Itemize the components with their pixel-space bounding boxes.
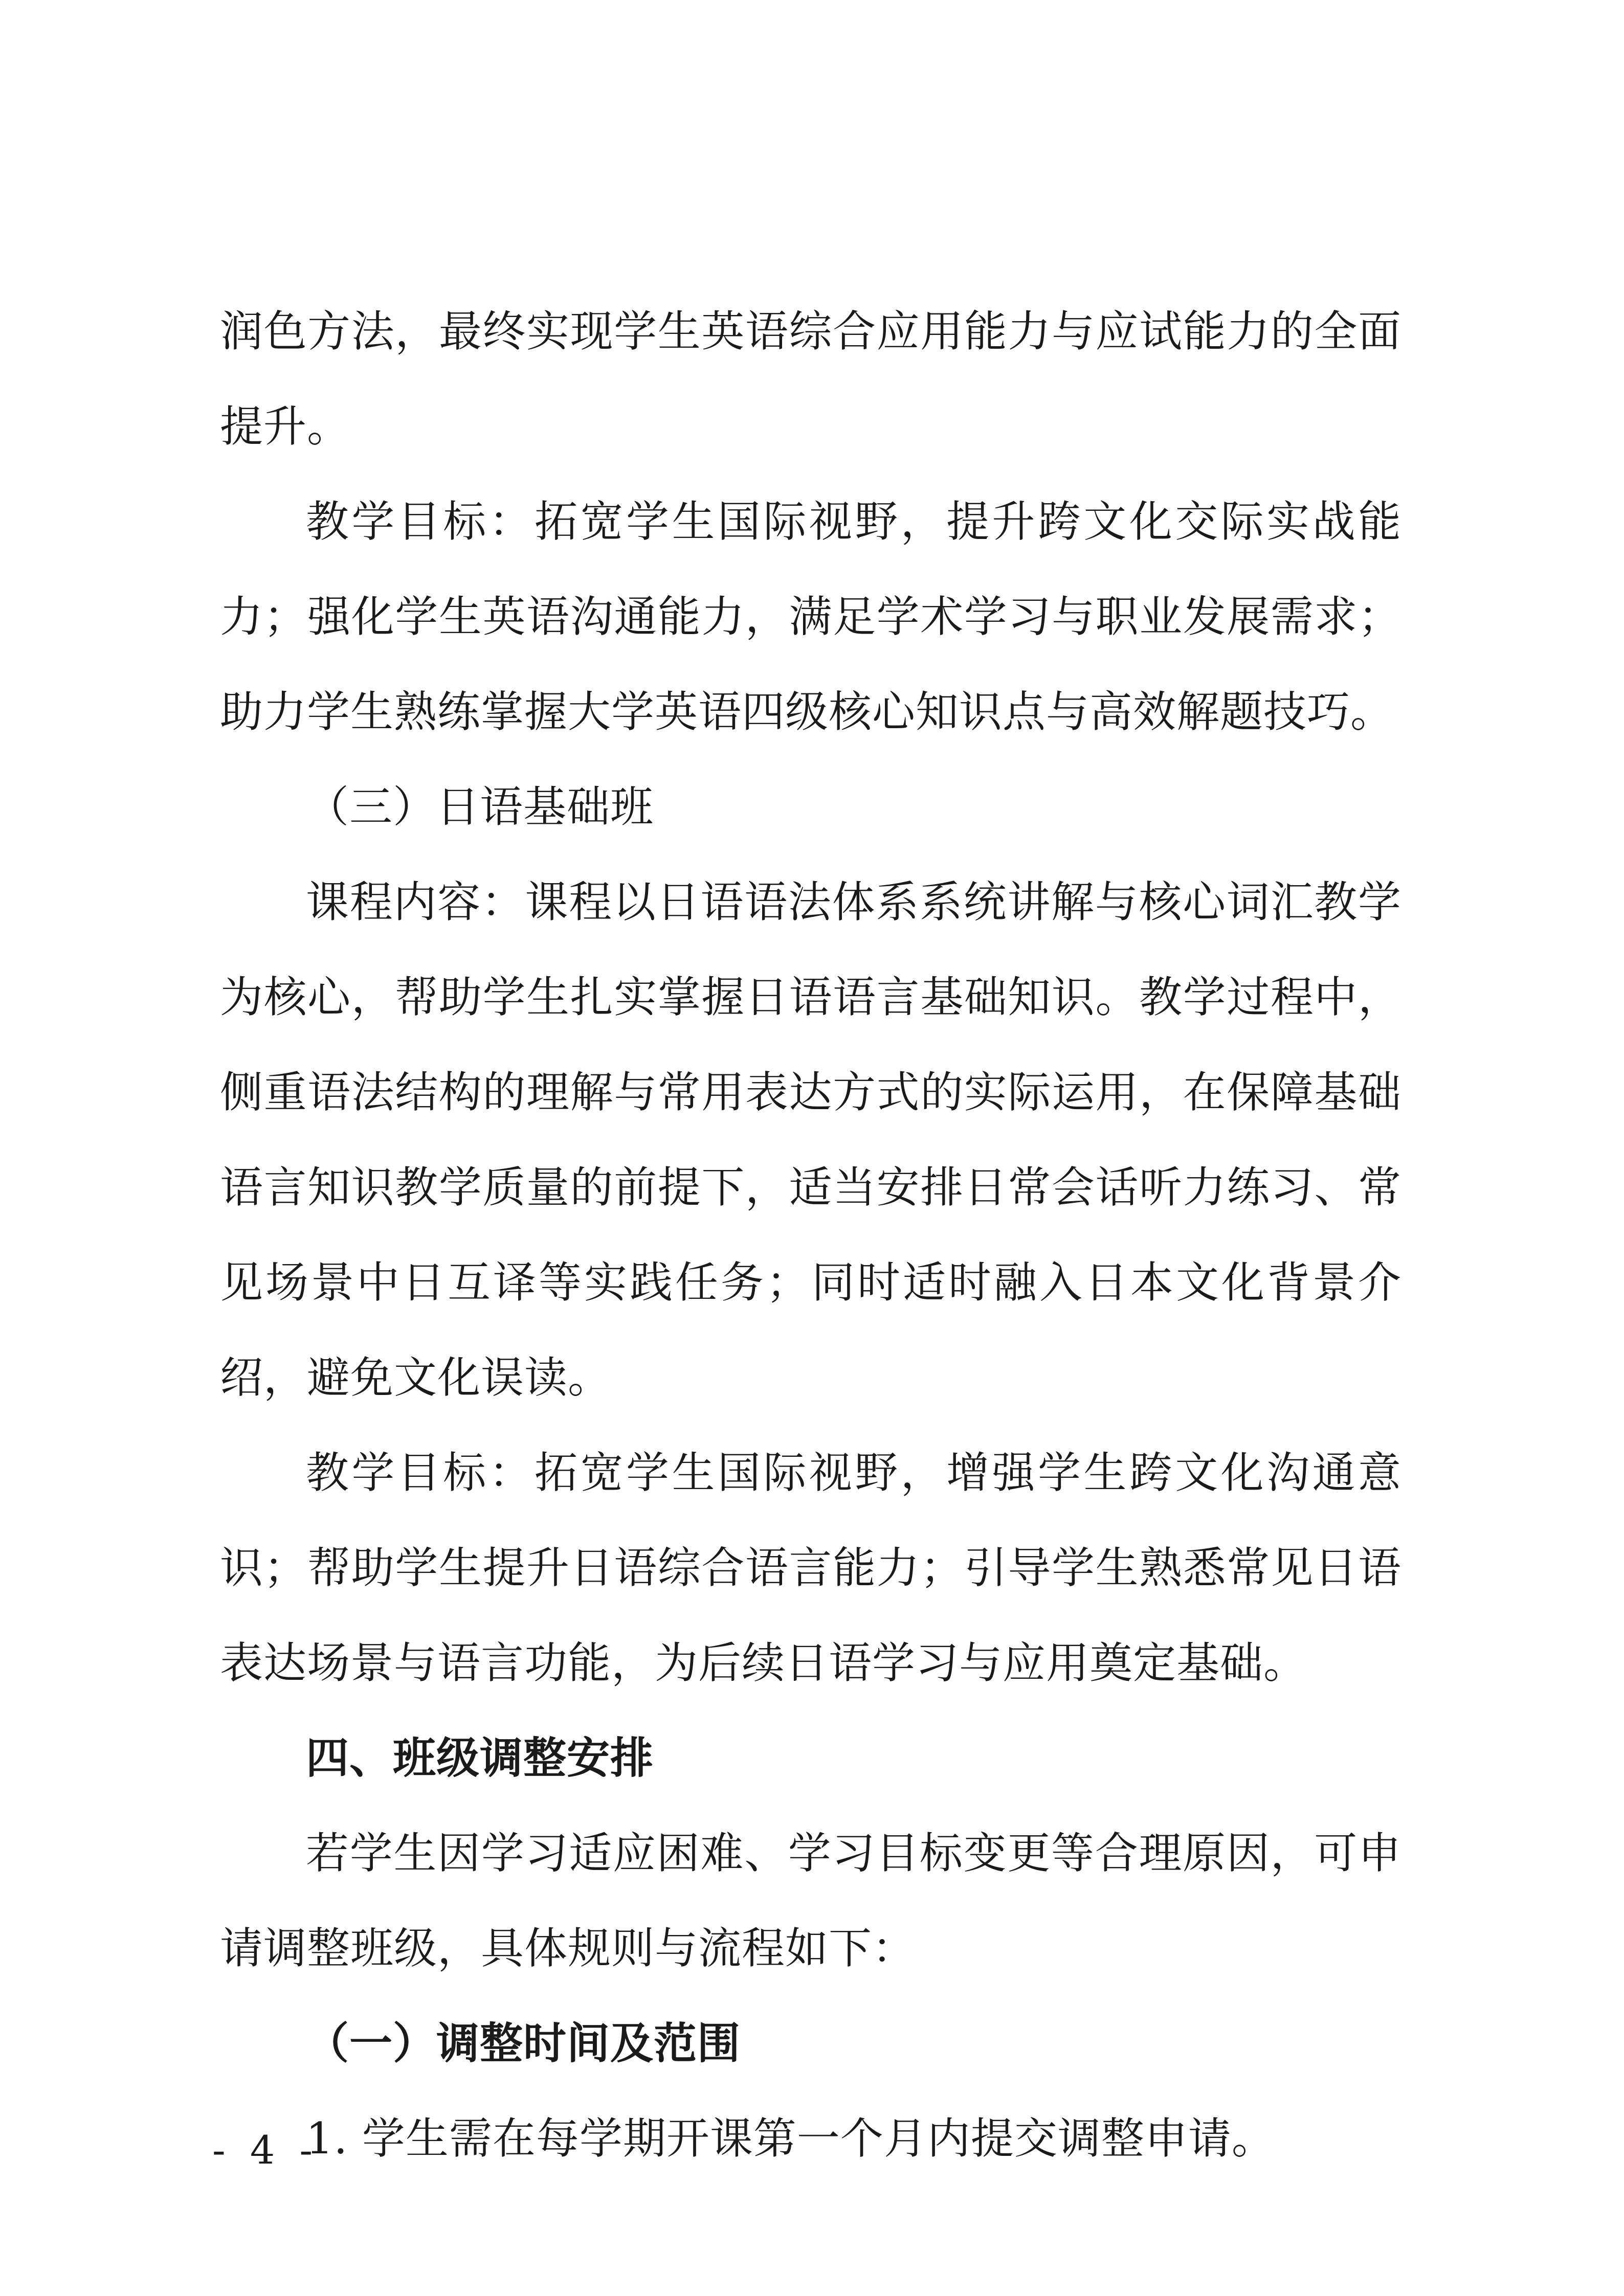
paragraph-japanese-course-content: 课程内容：课程以日语语法体系系统讲解与核心词汇教学为核心，帮助学生扎实掌握日语语言基础知识。教学过程中，侧重语法结构的理解与常用表达方式的实际运用，在保障基础语言知识教学质量的前提下，适当安排日常会话听力练习、常见场景中日互译等实践任务；同时适时融入日本文化背景介绍，避免文化误读。 — [220, 877, 1401, 1403]
paragraph-rule-1: 1. 学生需在每学期开课第一个月内提交调整申请。 — [306, 2113, 1275, 2164]
section-heading-japanese-basic-class: （三）日语基础班 — [306, 782, 654, 832]
subsection-heading-time-and-scope: （一）调整时间及范围 — [306, 2018, 741, 2068]
paragraph-japanese-teaching-goals: 教学目标：拓宽学生国际视野，增强学生跨文化沟通意识；帮助学生提升日语综合语言能力；引导学生熟悉常见日语表达场景与语言功能，为后续日语学习与应用奠定基础。 — [220, 1448, 1401, 1688]
document-body — [220, 284, 1401, 2186]
section-heading-class-adjustment: 四、班级调整安排 — [306, 1733, 654, 1783]
paragraph-adjustment-intro: 若学生因学习适应困难、学习目标变更等合理原因，可申请调整班级，具体规则与流程如下： — [220, 1828, 1401, 1973]
page-number: - 4 - — [212, 2127, 319, 2173]
paragraph-continuation: 润色方法，最终实现学生英语综合应用能力与应试能力的全面提升。 — [220, 306, 1401, 452]
paragraph-english-teaching-goals: 教学目标：拓宽学生国际视野，提升跨文化交际实战能力；强化学生英语沟通能力，满足学术学习与职业发展需求；助力学生熟练掌握大学英语四级核心知识点与高效解题技巧。 — [220, 497, 1401, 737]
